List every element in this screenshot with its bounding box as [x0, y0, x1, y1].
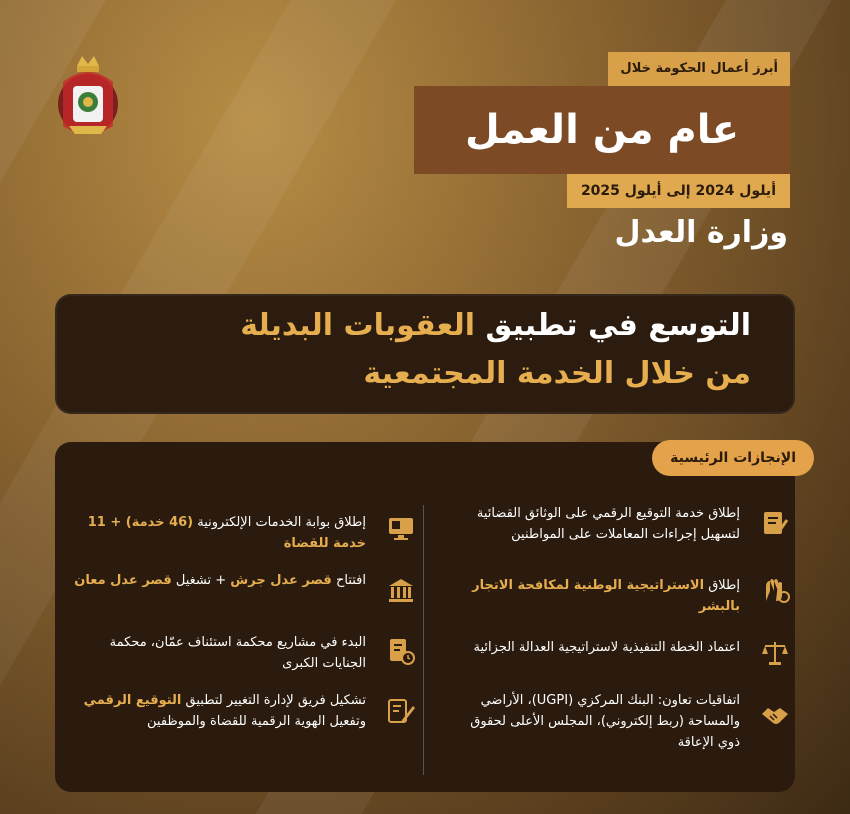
project-plan-icon: [386, 636, 416, 666]
ministry-name: وزارة العدل: [614, 215, 788, 250]
list-item: [450, 690, 740, 753]
item-prefix: تشكيل فريق لإدارة التغيير لتطبيق: [181, 693, 366, 708]
headline-highlight: العقوبات البديلة: [240, 308, 476, 343]
header-tag: أبرز أعمال الحكومة خلال: [608, 52, 790, 86]
handshake-icon: [760, 700, 790, 730]
headline-line-2: من خلال الخدمة المجتمعية: [363, 356, 751, 391]
list-item: [450, 637, 740, 658]
item-suffix: وتفعيل الهوية الرقمية للقضاة والموظفين: [147, 714, 366, 729]
item-text: البدء في مشاريع محكمة استئناف عمّان، محكمة الجنايات الكبرى: [109, 635, 366, 671]
item-highlight-2: قصر عدل معان: [74, 573, 172, 588]
courthouse-icon: [386, 575, 416, 605]
digital-signature-icon: [760, 508, 790, 538]
item-highlight: الاستراتيجية الوطنية لمكافحة الاتجار بالبشر: [472, 578, 740, 614]
document-pen-icon: [386, 696, 416, 726]
item-prefix: إطلاق: [704, 578, 740, 593]
list-item: [450, 503, 740, 545]
list-item: [66, 512, 366, 554]
item-highlight: التوقيع الرقمي: [83, 693, 182, 708]
list-item: [66, 570, 366, 591]
item-text: اعتماد الخطة التنفيذية لاستراتيجية العدالة الجزائية: [473, 640, 740, 655]
page-title: عام من العمل: [414, 86, 790, 174]
item-mid: + تشغيل: [171, 573, 231, 588]
headline-line-1: [240, 308, 751, 343]
date-range: أيلول 2024 إلى أيلول 2025: [567, 174, 790, 208]
item-text: إطلاق خدمة التوقيع الرقمي على الوثائق القضائية لتسهيل إجراءات المعاملات على المواطنين: [476, 506, 740, 542]
headline-box: [55, 294, 795, 414]
royal-crest-logo: [55, 52, 121, 138]
item-text: اتفاقيات تعاون: البنك المركزي (UGPI)، الأراضي والمساحة (ربط إلكتروني)، المجلس الأعلى لحقوق ذوي الإعاقة: [470, 693, 740, 750]
e-portal-icon: [386, 513, 416, 543]
scales-icon: [760, 638, 790, 668]
item-highlight: قصر عدل جرش: [230, 573, 332, 588]
item-text: إطلاق بوابة الخدمات الإلكترونية: [197, 515, 366, 530]
anti-trafficking-icon: [760, 575, 790, 605]
item-prefix: افتتاح: [331, 573, 366, 588]
column-divider: [423, 505, 424, 775]
item-highlight: (46 خدمة) + 11 خدمة للقضاة: [87, 515, 366, 551]
headline-part-1: التوسع في تطبيق: [475, 308, 751, 343]
list-item: [66, 632, 366, 674]
achievements-label: الإنجازات الرئيسية: [652, 440, 814, 476]
list-item: [450, 575, 740, 617]
list-item: [66, 690, 366, 732]
